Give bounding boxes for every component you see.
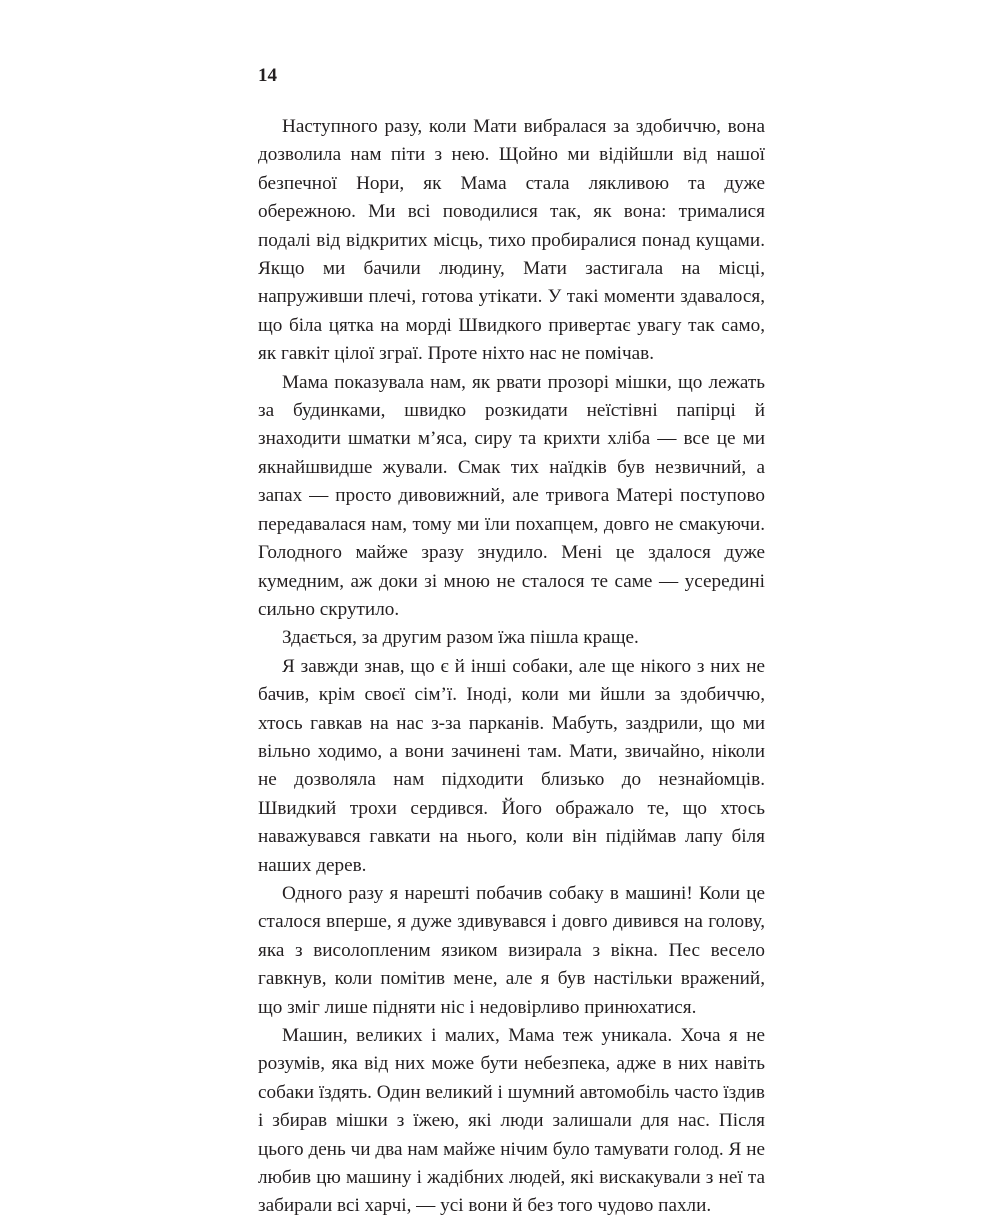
paragraph: Наступного разу, коли Мати вибралася за здобиччю, вона дозволила нам піти з нею. Щойно ми відійшли від нашої безпечної Нори, як Мама стала лякливою та дуже обережною. Ми всі поводилися так, як вона: трималися подалі від відкритих місць, тихо пробиралися понад кущами. Якщо ми бачили людину, Мати застигала на місці, напруживши плечі, готова утікати. У такі моменти здавалося, що біла цятка на морді Швидкого привертає увагу так само, як гавкіт цілої зграї. Проте ніхто нас не помічав. [258,116,765,365]
paragraph: Я завжди знав, що є й інші собаки, але ще нікого з них не бачив, крім своєї сім’ї. Іноді, коли ми йшли за здобиччю, хтось гавкав на нас з-за парканів. Мабуть, заздрили, що ми вільно ходимо, а вони зачинені там. Мати, звичайно, ніколи не дозволяла нам підходити близько до незнайомців. Швидкий трохи сердився. Його ображало те, що хтось наважувався гавкати на нього, коли він підіймав лапу біля наших дерев. [258,655,765,876]
paragraph: Мама показувала нам, як рвати прозорі мішки, що лежать за будинками, швидко розкидати неїстівні папірці й знаходити шматки м’яса, сиру та крихти хліба — все це ми якнайшвидше жували. Смак тих наїдків був незвичний, а запах — просто дивовижний, але тривога Матері поступово передавалася нам, тому ми їли похапцем, довго не смакуючи. Голодного майже зразу знудило. Мені це здалося дуже кумедним, аж доки зі мною не сталося те саме — усередині сильно скрутило. [258,371,765,620]
paragraph: Машин, великих і малих, Мама теж уникала. Хоча я не розумів, яка від них може бути небезпека, адже в них навіть собаки їздять. Один великий і шумний автомобіль часто їздив і збирав мішки з їжею, які люди залишали для нас. Після цього день чи два нам майже нічим було тамувати голод. Я не любив цю машину і жадібних людей, які вискакували з неї та забирали всі харчі, — усі вони й без того чудово пахли. [258,1025,765,1217]
paragraph: Здається, за другим разом їжа пішла краще. [282,627,639,649]
page-number: 14 [258,65,277,86]
paragraph: Одного разу я нарешті побачив собаку в машині! Коли це сталося вперше, я дуже здивувався і довго дивився на голову, яка з висолопленим язиком визирала з вікна. Пес весело гавкнув, коли помітив мене, але я був настільки вражений, що зміг лише підняти ніс і недовірливо принюхатися. [258,882,765,1018]
body-text [258,113,765,1221]
